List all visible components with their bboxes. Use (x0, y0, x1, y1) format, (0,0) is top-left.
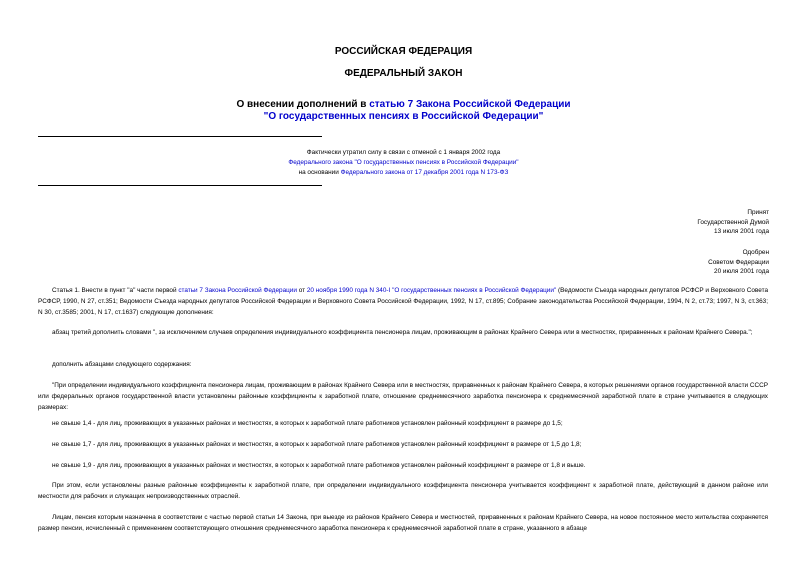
doc-type-heading: ФЕДЕРАЛЬНЫЙ ЗАКОН (344, 68, 463, 79)
country-heading: РОССИЙСКАЯ ФЕДЕРАЦИЯ (334, 46, 473, 57)
status-note-link-line2[interactable]: Федерального закона "О государственных пенсиях в Российской Федерации" (288, 159, 519, 166)
approved-line3: 20 июля 2001 года (714, 268, 769, 275)
law-title (0, 99, 807, 110)
paragraph-coefficient-text: "При определении индивидуального коэффициента пенсионера лицам, проживающим в районах Крайнего Севера или в местностях, приравненных к районам Крайнего Севера, в которых решениями органов государственной власти СССР или федеральных органов государственной власти установлены районные коэффициенты к заработной плате, отношение среднемесячного заработка пенсионера к среднемесячной заработной плате в стране учитывается в следующих размерах: (38, 382, 768, 411)
status-note-line3-link[interactable]: Федерального закона от 17 декабря 2001 года N 173-ФЗ (340, 169, 509, 176)
paragraph-limit-1-7-text: не свыше 1,7 - для лиц, проживающих в указанных районах и местностях, в которых к заработной плате работников установлен районный коэффициент в размере от 1,5 до 1,8; (52, 441, 582, 448)
approved-line1: Одобрен (742, 249, 769, 256)
law-340-link[interactable]: 20 ноября 1990 года N 340-I "О государственных пенсиях в Российской Федерации" (306, 287, 557, 294)
paragraph-limit-1-9-text: не свыше 1,9 - для лиц, проживающих в указанных районах и местностях, в которых к заработной плате работников установлен районный коэффициент в размере от 1,8 и выше. (52, 462, 586, 469)
paragraph-add-text: дополнить абзацами следующего содержания: (52, 361, 192, 368)
article-1-text-b: от (296, 287, 307, 294)
article-7-link[interactable]: статьи 7 Закона Российской Федерации (178, 287, 297, 294)
paragraph-coefficient (38, 380, 768, 413)
paragraph-limit-1-7 (38, 439, 768, 450)
paragraph-different-coefficients (38, 480, 768, 502)
paragraph-limit-1-4-text: не свыше 1,4 - для лиц, проживающих в указанных районах и местностях, в которых к заработной плате работников установлен районный коэффициент в размере до 1,5; (52, 420, 563, 427)
accepted-line3: 13 июля 2001 года (714, 228, 769, 235)
status-note-line3 (0, 169, 807, 176)
law-title-prefix: О внесении дополнений в (236, 99, 370, 110)
article-1-text-c: (Ведомости Съезда народных депутатов РСФСР и Верховного Совета РСФСР, 1990, N 27, ст.351; Ведомости Съезда народных депутатов Российской Федерации и Верховного Совета Российской Федерации, 1992, N 17, ст.895; Собрание законодательства Российской Федерации, 1994, N 2, ст.73; 1997, N 3, ст.363; N 30, ст.3585; 2001, N 17, ст.1637) следующие дополнения: (38, 287, 768, 316)
divider-top (38, 136, 322, 137)
paragraph-abzac-3 (38, 327, 768, 338)
paragraph-pension-retained-text: Лицам, пенсия которым назначена в соответствии с частью первой статьи 14 Закона, при выезде из районов Крайнего Севера и местностей, приравненных к районам Крайнего Севера, на новое постоянное место жительства сохраняется размер пенсии, исчисленный с применением соответствующего отношения среднемесячного заработка пенсионера к среднемесячной заработной плате в стране, указанного в абзаце (38, 514, 768, 532)
paragraph-pension-retained (38, 512, 768, 534)
paragraph-limit-1-9 (38, 460, 768, 471)
paragraph-different-coefficients-text: При этом, если установлены разные районные коэффициенты к заработной плате, при определении индивидуального коэффициента пенсионера учитывается коэффициент к заработной плате, действующий в данном районе или местности для рабочих и служащих непроизводственных отраслей. (38, 482, 768, 500)
paragraph-add (38, 359, 768, 370)
article-1-text-a: Статья 1. Внести в пункт "а" части первой (52, 287, 179, 294)
paragraph-limit-1-4 (38, 418, 768, 429)
status-note-line3-prefix: на основании (298, 169, 341, 176)
accepted-block (697, 208, 769, 237)
law-title-link[interactable]: статью 7 Закона Российской Федерации (369, 99, 571, 110)
approved-block (708, 248, 769, 277)
divider-bottom (38, 185, 322, 186)
accepted-line1: Принят (747, 209, 769, 216)
law-title-link-line2[interactable]: "О государственных пенсиях в Российской Федерации" (263, 111, 544, 122)
status-note-line1: Фактически утратил силу в связи с отменой с 1 января 2002 года (306, 149, 501, 156)
accepted-line2: Государственной Думой (697, 218, 769, 226)
paragraph-abzac-3-text: абзац третий дополнить словами ", за исключением случаев определения индивидуального коэффициента пенсионера лицам, проживающим в районах Крайнего Севера или в местностях, приравненных к районам Крайнего Севера."; (52, 329, 753, 336)
approved-line2: Советом Федерации (708, 258, 769, 266)
article-1-paragraph (38, 285, 768, 318)
